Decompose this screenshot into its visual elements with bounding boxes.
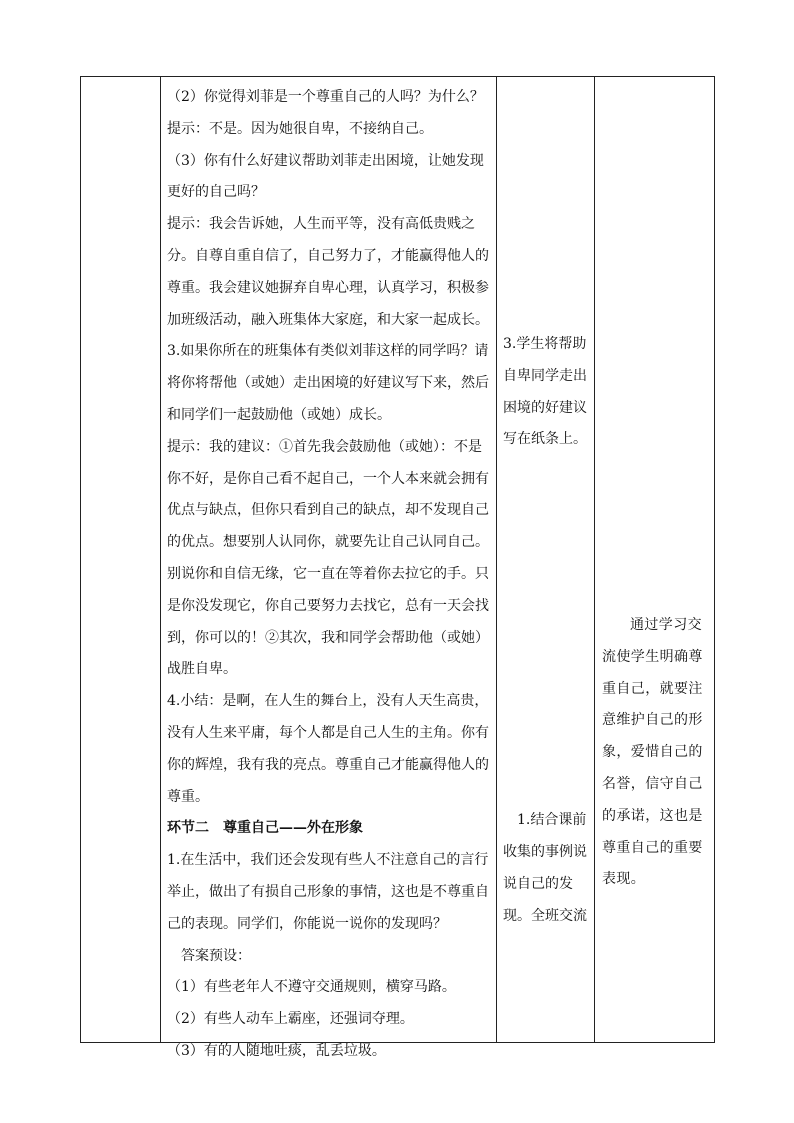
teaching-process-column <box>161 77 497 1068</box>
task-3: 3.如果你所在的班集体有类似刘菲这样的同学吗？请将你将帮他（或她）走出困境的好建议写下来，然后和同学们一起鼓励他（或她）成长。 <box>167 343 489 423</box>
lesson-plan-table <box>80 76 715 1059</box>
answer-2: （2）有些人动车上霸座，还强词夺理。 <box>167 1011 414 1028</box>
answer-preset-label: 答案预设： <box>181 947 251 964</box>
hint-3: 提示：我会告诉她，人生而平等，没有高低贵贱之分。自尊自重自信了，自己努力了，才能赢得他人的尊重。我会建议她摒弃自卑心理，认真学习，积极参加班级活动，融入班集体大家庭，和大家一起成长。 <box>167 216 489 328</box>
hint-task-3: 提示：我的建议：①首先我会鼓励他（或她）：不是你不好，是你自己看不起自己，一个人本来就会拥有优点与缺点，但你只看到自己的缺点，却不发现自己的优点。想要别人认同你，就要先让自己认同自己。别说你和自信无缘，它一直在等着你去拉它的手。只是你没发现它，你自己要努力去找它，总有一天会找到，你可以的！②其次，我和同学会帮助他（或她）战胜自卑。 <box>167 438 489 678</box>
section-heading: 环节二 尊重自己——外在形象 <box>167 820 363 837</box>
answer-1: （1）有些老年人不遵守交通规则，横穿马路。 <box>167 979 456 996</box>
question-2: （2）你觉得刘菲是一个尊重自己的人吗？为什么？ <box>167 89 484 105</box>
activity-item-2: 1.结合课前收集的事例说说自己的发现。全班交流 <box>503 812 587 924</box>
student-activity-column <box>497 77 594 932</box>
question-3: （3）你有什么好建议帮助刘菲走出困境，让她发现更好的自己吗？ <box>167 152 484 201</box>
design-intent-column <box>594 77 714 896</box>
answer-3: （3）有的人随地吐痰，乱丢垃圾。 <box>167 1042 386 1059</box>
question-section-2: 1.在生活中，我们还会发现有些人不注意自己的言行举止，做出了有损自己形象的事情，这也是不尊重自己的表现。同学们，你能说一说你的发现吗？ <box>167 852 489 932</box>
summary: 4.小结：是啊，在人生的舞台上，没有人天生高贵，没有人生来平庸，每个人都是自己人生的主角。你有你的辉煌，我有我的亮点。尊重自己才能赢得他人的尊重。 <box>167 693 489 805</box>
hint-2: 提示：不是。因为她很自卑，不接纳自己。 <box>167 120 433 137</box>
activity-item-1: 3.学生将帮助自卑同学走出困境的好建议写在纸条上。 <box>503 336 587 448</box>
design-intent-text: 通过学习交流使学生明确尊重自己，就要注意维护自己的形象，爱惜自己的名誉，信守自己的承诺，这也是尊重自己的重要表现。 <box>602 617 703 888</box>
